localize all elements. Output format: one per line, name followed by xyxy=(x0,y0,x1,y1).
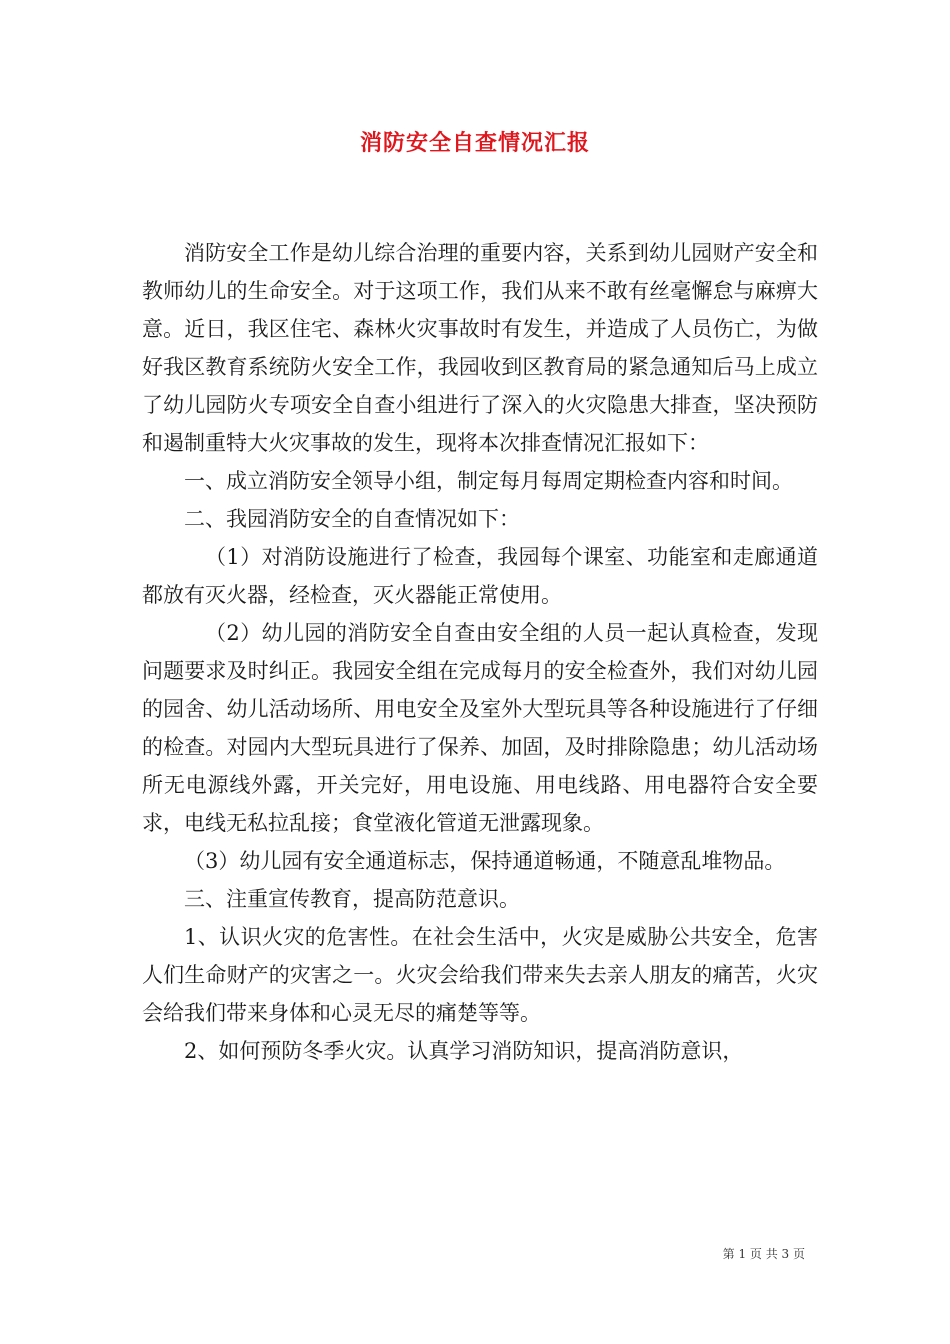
paragraph-item-1: （1）对消防设施进行了检查，我园每个课室、功能室和走廊通道都放有灭火器，经检查，灭火器能正常使用。 xyxy=(142,545,818,607)
paragraph-item-3: （3）幼儿园有安全通道标志，保持通道畅通，不随意乱堆物品。 xyxy=(184,849,786,873)
paragraph-section-3: 三、注重宣传教育，提高防范意识。 xyxy=(184,887,520,911)
page-number-footer: 第 1 页 共 3 页 xyxy=(722,1247,805,1261)
paragraph-intro: 消防安全工作是幼儿综合治理的重要内容，关系到幼儿园财产安全和教师幼儿的生命安全。对于这项工作，我们从来不敢有丝毫懈怠与麻痹大意。近日，我区住宅、森林火灾事故时有发生，并造成了人员伤亡，为做好我区教育系统防火安全工作，我园收到区教育局的紧急通知后马上成立了幼儿园防火专项安全自查小组进行了深入的火灾隐患大排查，坚决预防和遏制重特大火灾事故的发生，现将本次排查情况汇报如下： xyxy=(142,241,818,455)
paragraph-item-2: （2）幼儿园的消防安全自查由安全组的人员一起认真检查，发现问题要求及时纠正。我园安全组在完成每月的安全检查外，我们对幼儿园的园舍、幼儿活动场所、用电安全及室外大型玩具等各种设施进行了仔细的检查。对园内大型玩具进行了保养、加固，及时排除隐患；幼儿活动场所无电源线外露，开关完好，用电设施、用电线路、用电器符合安全要求，电线无私拉乱接；食堂液化管道无泄露现象。 xyxy=(142,621,818,835)
paragraph-point-1: 1、认识火灾的危害性。在社会生活中，火灾是威胁公共安全，危害人们生命财产的灾害之一。火灾会给我们带来失去亲人朋友的痛苦，火灾会给我们带来身体和心灵无尽的痛楚等等。 xyxy=(142,925,818,1025)
paragraph-section-2: 二、我园消防安全的自查情况如下： xyxy=(184,507,520,531)
paragraph-point-2: 2、如何预防冬季火灾。认真学习消防知识，提高消防意识， xyxy=(184,1039,744,1063)
document-title: 消防安全自查情况汇报 xyxy=(359,130,590,156)
document-body xyxy=(142,234,818,1070)
paragraph-section-1: 一、成立消防安全领导小组，制定每月每周定期检查内容和时间。 xyxy=(184,469,793,493)
